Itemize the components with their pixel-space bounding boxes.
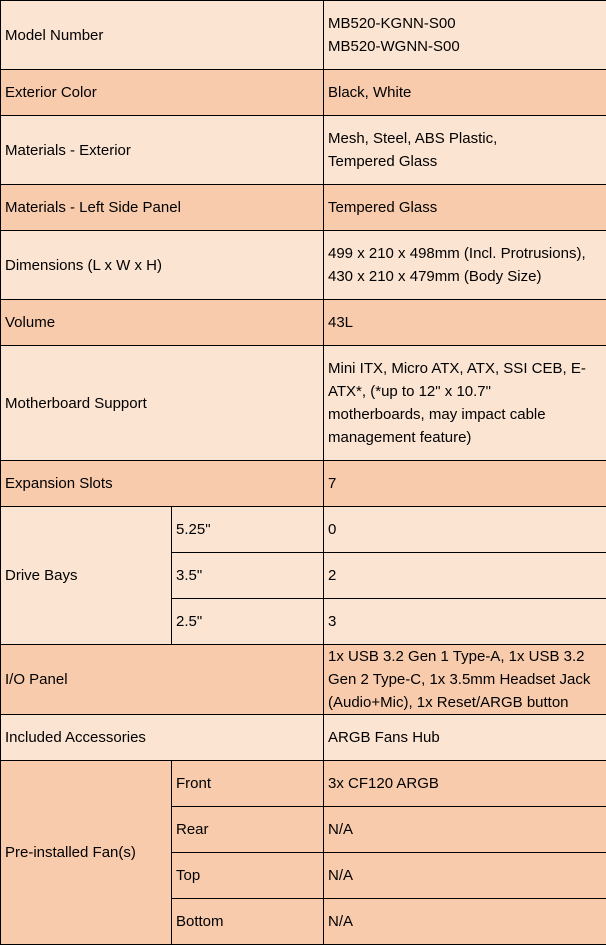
label-motherboard-support: Motherboard Support (1, 346, 324, 461)
fan-position: Top (172, 853, 324, 899)
label-side-panel: Materials - Left Side Panel (1, 185, 324, 231)
value-line: 1x USB 3.2 Gen 1 Type-A, 1x USB 3.2 (328, 645, 602, 668)
value-line: MB520-KGNN-S00 (328, 12, 602, 35)
drive-bay-count: 3 (324, 599, 606, 645)
value-line: (Audio+Mic), 1x Reset/ARGB button (328, 691, 602, 714)
fan-value: 3x CF120 ARGB (324, 761, 606, 807)
drive-bay-count: 0 (324, 507, 606, 553)
fan-value: N/A (324, 899, 606, 945)
drive-bay-size: 3.5" (172, 553, 324, 599)
value-line: 430 x 210 x 479mm (Body Size) (328, 265, 602, 288)
label-io-panel: I/O Panel (1, 645, 324, 715)
value-line: Gen 2 Type-C, 1x 3.5mm Headset Jack (328, 668, 602, 691)
row-motherboard-support (1, 346, 606, 461)
label-included-accessories: Included Accessories (1, 715, 324, 761)
label-exterior-color: Exterior Color (1, 70, 324, 116)
row-side-panel (1, 185, 606, 231)
row-materials-exterior (1, 116, 606, 185)
row-io-panel (1, 645, 606, 715)
row-fan (1, 761, 606, 807)
drive-bay-size: 2.5" (172, 599, 324, 645)
fan-position: Front (172, 761, 324, 807)
value-side-panel: Tempered Glass (324, 185, 606, 231)
value-line: Tempered Glass (328, 150, 602, 173)
value-included-accessories: ARGB Fans Hub (324, 715, 606, 761)
label-materials-exterior: Materials - Exterior (1, 116, 324, 185)
value-line: motherboards, may impact cable (328, 403, 602, 426)
value-dimensions (324, 231, 606, 300)
row-drive-bay (1, 507, 606, 553)
drive-bay-size: 5.25" (172, 507, 324, 553)
label-volume: Volume (1, 300, 324, 346)
label-dimensions: Dimensions (L x W x H) (1, 231, 324, 300)
drive-bay-count: 2 (324, 553, 606, 599)
label-model-number: Model Number (1, 1, 324, 70)
label-expansion-slots: Expansion Slots (1, 461, 324, 507)
label-pre-installed-fans: Pre-installed Fan(s) (1, 761, 172, 945)
row-exterior-color (1, 70, 606, 116)
fan-value: N/A (324, 807, 606, 853)
value-io-panel (324, 645, 606, 715)
value-materials-exterior (324, 116, 606, 185)
value-exterior-color: Black, White (324, 70, 606, 116)
value-expansion-slots: 7 (324, 461, 606, 507)
value-line: ATX*, (*up to 12" x 10.7" (328, 380, 602, 403)
row-dimensions (1, 231, 606, 300)
value-line: Mini ITX, Micro ATX, ATX, SSI CEB, E- (328, 357, 602, 380)
value-line: MB520-WGNN-S00 (328, 35, 602, 58)
row-expansion-slots (1, 461, 606, 507)
value-motherboard-support (324, 346, 606, 461)
label-drive-bays: Drive Bays (1, 507, 172, 645)
fan-position: Bottom (172, 899, 324, 945)
value-line: Mesh, Steel, ABS Plastic, (328, 127, 602, 150)
fan-position: Rear (172, 807, 324, 853)
row-model-number (1, 1, 606, 70)
value-volume: 43L (324, 300, 606, 346)
value-model-number (324, 1, 606, 70)
row-included-accessories (1, 715, 606, 761)
value-line: 499 x 210 x 498mm (Incl. Protrusions), (328, 242, 602, 265)
value-line: management feature) (328, 426, 602, 449)
fan-value: N/A (324, 853, 606, 899)
row-volume (1, 300, 606, 346)
